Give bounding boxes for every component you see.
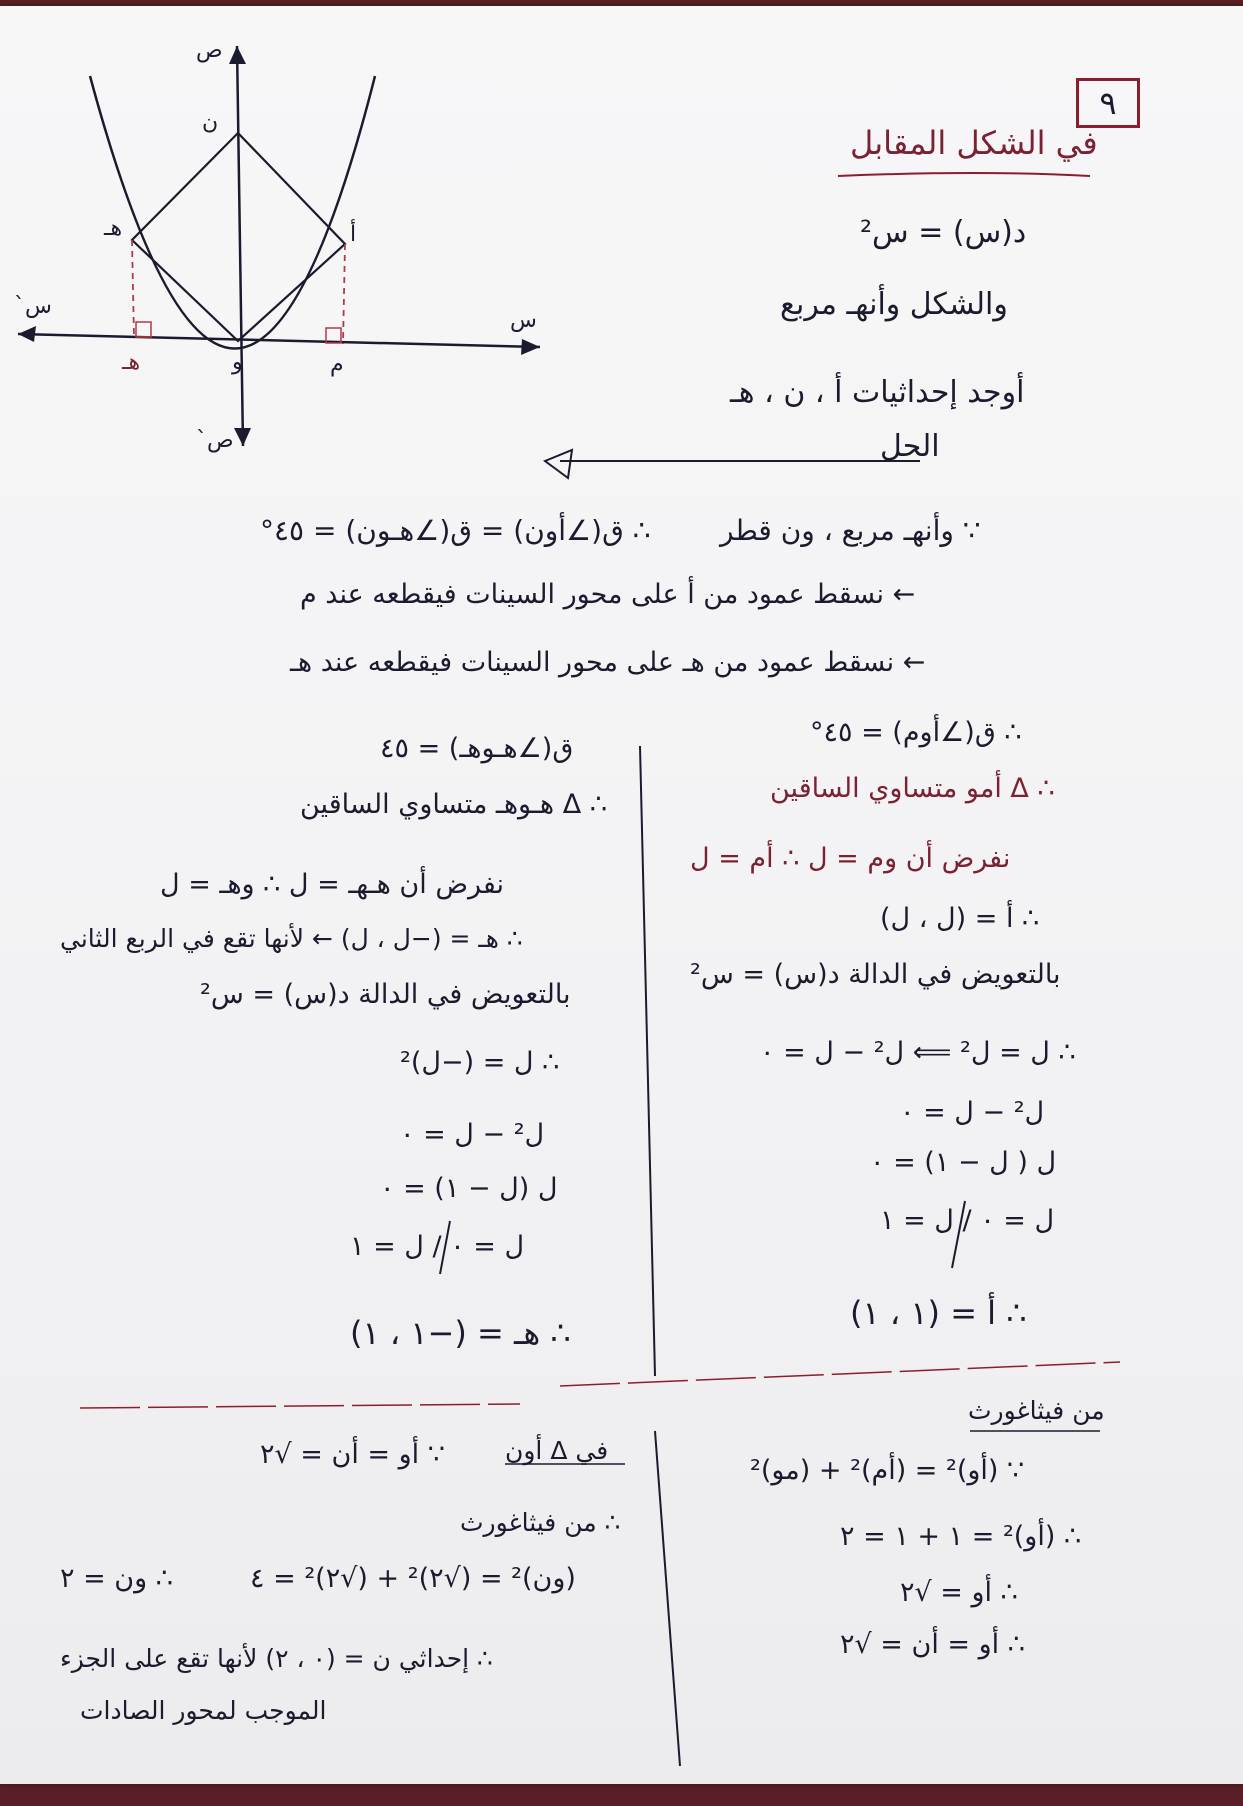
right-line-9: ل = ٠ / ل = ١ (880, 1205, 1055, 1236)
x-axis (18, 334, 540, 347)
left-line-2: ∴ Δ هـوهـ متساوي الساقين (300, 789, 607, 820)
left-line-8: ل (ل − ١) = ٠ (380, 1173, 558, 1204)
label-point-a: أ (350, 222, 357, 247)
left-line-10: ∴ هـ = (−١ ، ١) (350, 1314, 571, 1352)
given-square: والشكل وأنهـ مربع (780, 287, 1008, 322)
label-point-h: هـ (104, 216, 123, 241)
column-divider-bottom (655, 1431, 680, 1766)
bottom-right-line-2: ∵ (أو)² = (أم)² + (مو)² (750, 1455, 1025, 1486)
label-point-m: م (330, 352, 344, 377)
given-function: د(س) = س² (860, 215, 1027, 250)
bottom-left-line-3: ∴ من فيثاغورث (460, 1508, 621, 1537)
bottom-left-line-4: (ون)² = (√٢)² + (√٢)² = ٤ (250, 1563, 576, 1594)
left-line-3: نفرض أن هـهـ = ل ∴ وهـ = ل (160, 869, 505, 900)
left-line-5: بالتعويض في الدالة د(س) = س² (200, 979, 571, 1010)
bottom-right-line-4: ∴ أو = √٢ (900, 1577, 1018, 1608)
right-line-4: ∴ أ = (ل ، ل) (880, 903, 1040, 934)
perpendicular-from-h (132, 240, 134, 338)
left-line-9: ل = ٠ / ل = ١ (350, 1231, 525, 1262)
problem-heading: في الشكل المقابل (850, 124, 1098, 162)
notebook-page (0, 6, 1243, 1784)
left-line-7: ل² − ل = ٠ (400, 1119, 545, 1150)
right-line-5: بالتعويض في الدالة د(س) = س² (690, 959, 1061, 990)
right-line-7: ل² − ل = ٠ (900, 1097, 1045, 1128)
bottom-right-line-1: من فيثاغورث (968, 1396, 1105, 1425)
right-line-2: ∴ Δ أمو متساوي الساقين (770, 773, 1055, 804)
given-task: أوجد إحداثيات أ ، ن ، هـ (730, 375, 1025, 410)
right-line-3: نفرض أن وم = ل ∴ أم = ل (690, 843, 1011, 874)
label-x-negative: س` (14, 294, 52, 319)
label-origin: و (232, 350, 243, 375)
perpendicular-from-a (343, 244, 345, 344)
y-axis-arrow-bottom (234, 428, 251, 446)
bottom-right-line-5: ∴ أو = أن = √٢ (840, 1629, 1025, 1660)
y-axis-arrow-top (229, 46, 246, 64)
label-point-n: ن (202, 110, 219, 135)
bottom-left-line-5: ∴ ون = ٢ (60, 1563, 173, 1594)
problem-number-box: ٩ (1076, 78, 1140, 128)
bottom-left-line-7: الموجب لمحور الصادات (80, 1696, 327, 1725)
label-y-negative: ص` (196, 428, 234, 453)
x-axis-arrow-right (521, 339, 540, 355)
label-x-positive: س (510, 308, 537, 333)
left-line-1: ق(∠هـوهـ) = ٤٥ (380, 733, 574, 764)
heading-underline (838, 173, 1090, 176)
bottom-right-line-3: ∴ (أو)² = ١ + ١ = ٢ (840, 1521, 1082, 1552)
intro-line-1: ∵ وأنهـ مربع ، ون قطر (720, 514, 981, 547)
right-line-1: ∴ ق(∠أوم) = ٤٥° (810, 717, 1022, 748)
right-line-10: ∴ أ = (١ ، ١) (850, 1294, 1027, 1332)
bottom-left-line-6: ∴ إحداثي ن = (٠ ، ٢) لأنها تقع على الجزء (60, 1644, 493, 1673)
right-line-6: ∴ ل = ل² ⟸ ل² − ل = ٠ (760, 1037, 1076, 1068)
y-axis (237, 46, 243, 446)
label-foot-left: هـ (122, 350, 141, 375)
left-line-6: ∴ ل = (−ل)² (400, 1047, 560, 1078)
intro-line-3: ← نسقط عمود من أ على محور السينات فيقطعه عند م (300, 579, 916, 610)
intro-line-2: ∴ ق(∠أون) = ق(∠هـون) = ٤٥° (260, 514, 651, 547)
intro-line-4: ← نسقط عمود من هـ على محور السينات فيقطعه عند هـ (290, 647, 926, 678)
left-line-4: ∴ هـ = (−ل ، ل) ← لأنها تقع في الربع الثاني (60, 924, 523, 953)
right-line-8: ل ( ل − ١) = ٠ (870, 1147, 1057, 1178)
x-axis-arrow-left (18, 326, 36, 342)
solution-arrowhead (545, 450, 572, 478)
bottom-left-line-2: ∵ أو = أن = √٢ (260, 1439, 445, 1470)
label-y-positive: ص (196, 38, 223, 63)
solution-label: الحل (880, 429, 940, 464)
bottom-left-line-1: في Δ أون (505, 1436, 609, 1465)
section-separator (80, 1362, 1120, 1408)
right-angle-mark-h (136, 322, 151, 337)
column-divider-top (640, 746, 655, 1376)
